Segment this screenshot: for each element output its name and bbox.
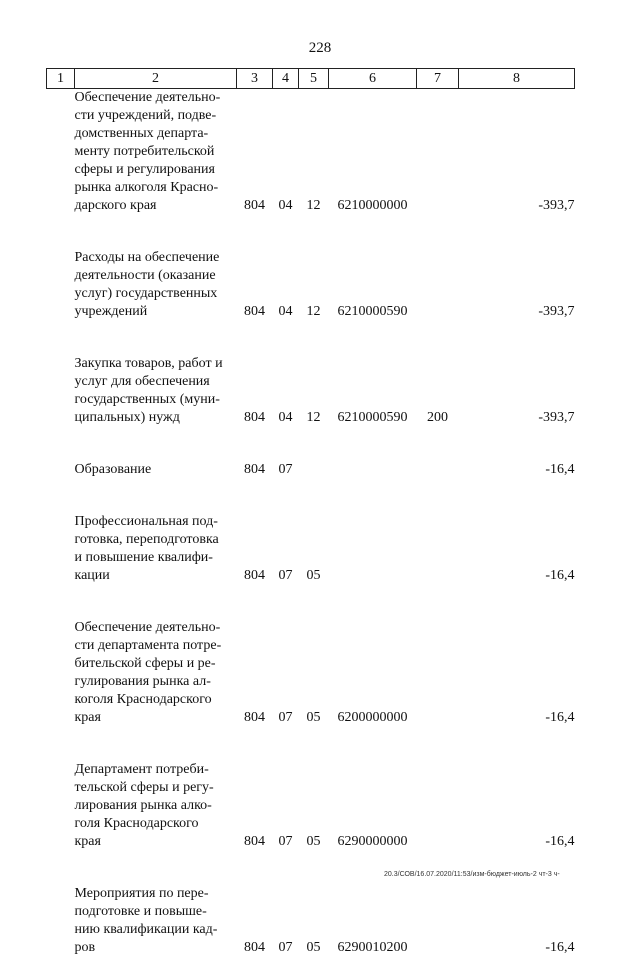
item-name-line: Обеспечение деятельно- bbox=[75, 89, 237, 107]
target-article-cell: 6210000590 bbox=[329, 249, 417, 321]
item-name-line: голя Краснодарского bbox=[75, 815, 237, 833]
item-name-line: государственных (муни- bbox=[75, 391, 237, 409]
expense-type-cell: 200 bbox=[417, 355, 459, 427]
row-number-cell bbox=[47, 885, 75, 957]
item-name-line: услуг для обеспечения bbox=[75, 373, 237, 391]
row-spacer bbox=[47, 427, 575, 461]
row-spacer bbox=[47, 321, 575, 355]
target-article-cell: 6290000000 bbox=[329, 761, 417, 851]
department-code-cell: 804 bbox=[237, 249, 273, 321]
budget-table bbox=[46, 68, 575, 957]
row-number-cell bbox=[47, 89, 75, 216]
item-name-line: готовка, переподготовка bbox=[75, 531, 237, 549]
section-code-cell: 07 bbox=[273, 461, 299, 479]
row-spacer bbox=[47, 851, 575, 885]
section-code-cell: 07 bbox=[273, 761, 299, 851]
row-spacer-cell bbox=[47, 215, 575, 249]
department-code-cell: 804 bbox=[237, 355, 273, 427]
row-spacer-cell bbox=[47, 727, 575, 761]
column-header: 5 bbox=[299, 69, 329, 89]
column-header: 4 bbox=[273, 69, 299, 89]
item-name-line: Обеспечение деятельно- bbox=[75, 619, 237, 637]
subsection-code-cell bbox=[299, 461, 329, 479]
item-name-line: Образование bbox=[75, 461, 237, 479]
table-row bbox=[47, 461, 575, 479]
table-row bbox=[47, 355, 575, 427]
amount-cell: -16,4 bbox=[459, 513, 575, 585]
expense-type-cell bbox=[417, 89, 459, 216]
item-name-line: бительской сферы и ре- bbox=[75, 655, 237, 673]
target-article-cell: 6200000000 bbox=[329, 619, 417, 727]
table-row bbox=[47, 513, 575, 585]
department-code-cell: 804 bbox=[237, 89, 273, 216]
item-name-line: рынка алкоголя Красно- bbox=[75, 179, 237, 197]
item-name-line: края bbox=[75, 833, 237, 851]
item-name-line: Расходы на обеспечение bbox=[75, 249, 237, 267]
section-code-cell: 04 bbox=[273, 89, 299, 216]
item-name-line: услуг) государственных bbox=[75, 285, 237, 303]
subsection-code-cell: 05 bbox=[299, 885, 329, 957]
item-name-line: гулирования рынка ал- bbox=[75, 673, 237, 691]
subsection-code-cell: 12 bbox=[299, 355, 329, 427]
item-name-line: коголя Краснодарского bbox=[75, 691, 237, 709]
item-name-line: Профессиональная под- bbox=[75, 513, 237, 531]
column-header: 1 bbox=[47, 69, 75, 89]
row-spacer bbox=[47, 215, 575, 249]
row-spacer-cell bbox=[47, 585, 575, 619]
item-name-cell bbox=[75, 461, 237, 479]
item-name-line: Мероприятия по пере- bbox=[75, 885, 237, 903]
department-code-cell: 804 bbox=[237, 761, 273, 851]
column-header: 2 bbox=[75, 69, 237, 89]
section-code-cell: 04 bbox=[273, 249, 299, 321]
target-article-cell: 6210000590 bbox=[329, 355, 417, 427]
table-row bbox=[47, 89, 575, 216]
item-name-line: сферы и регулирования bbox=[75, 161, 237, 179]
subsection-code-cell: 12 bbox=[299, 249, 329, 321]
amount-cell: -393,7 bbox=[459, 89, 575, 216]
row-spacer bbox=[47, 585, 575, 619]
amount-cell: -16,4 bbox=[459, 461, 575, 479]
amount-cell: -16,4 bbox=[459, 619, 575, 727]
item-name-line: учреждений bbox=[75, 303, 237, 321]
item-name-cell bbox=[75, 513, 237, 585]
item-name-cell bbox=[75, 761, 237, 851]
column-number-header-row bbox=[47, 69, 575, 89]
item-name-line: ров bbox=[75, 939, 237, 957]
target-article-cell: 6290010200 bbox=[329, 885, 417, 957]
item-name-line: кации bbox=[75, 567, 237, 585]
expense-type-cell bbox=[417, 513, 459, 585]
column-header: 8 bbox=[459, 69, 575, 89]
subsection-code-cell: 05 bbox=[299, 761, 329, 851]
column-header: 6 bbox=[329, 69, 417, 89]
row-number-cell bbox=[47, 619, 75, 727]
row-spacer-cell bbox=[47, 321, 575, 355]
item-name-line: и повышение квалифи- bbox=[75, 549, 237, 567]
department-code-cell: 804 bbox=[237, 461, 273, 479]
section-code-cell: 04 bbox=[273, 355, 299, 427]
amount-cell: -393,7 bbox=[459, 249, 575, 321]
target-article-cell bbox=[329, 513, 417, 585]
item-name-cell bbox=[75, 885, 237, 957]
row-spacer-cell bbox=[47, 851, 575, 885]
item-name-cell bbox=[75, 355, 237, 427]
item-name-line: домственных департа- bbox=[75, 125, 237, 143]
item-name-line: деятельности (оказание bbox=[75, 267, 237, 285]
table-row bbox=[47, 885, 575, 957]
item-name-line: дарского края bbox=[75, 197, 237, 215]
item-name-line: нию квалификации кад- bbox=[75, 921, 237, 939]
table-body bbox=[47, 89, 575, 957]
amount-cell: -16,4 bbox=[459, 885, 575, 957]
row-number-cell bbox=[47, 355, 75, 427]
row-number-cell bbox=[47, 761, 75, 851]
item-name-line: тельской сферы и регу- bbox=[75, 779, 237, 797]
row-number-cell bbox=[47, 249, 75, 321]
subsection-code-cell: 05 bbox=[299, 619, 329, 727]
row-number-cell bbox=[47, 461, 75, 479]
department-code-cell: 804 bbox=[237, 619, 273, 727]
item-name-line: подготовке и повыше- bbox=[75, 903, 237, 921]
amount-cell: -393,7 bbox=[459, 355, 575, 427]
item-name-line: края bbox=[75, 709, 237, 727]
row-spacer-cell bbox=[47, 427, 575, 461]
row-spacer bbox=[47, 727, 575, 761]
item-name-line: ципальных) нужд bbox=[75, 409, 237, 427]
row-number-cell bbox=[47, 513, 75, 585]
document-footer: 20.3/СОВ/16.07.2020/11:53/изм-бюджет-июль-2 чт-3 ч- bbox=[384, 871, 560, 878]
item-name-line: лирования рынка алко- bbox=[75, 797, 237, 815]
section-code-cell: 07 bbox=[273, 513, 299, 585]
column-header: 7 bbox=[417, 69, 459, 89]
expense-type-cell bbox=[417, 249, 459, 321]
item-name-line: сти департамента потре- bbox=[75, 637, 237, 655]
item-name-line: сти учреждений, подве- bbox=[75, 107, 237, 125]
section-code-cell: 07 bbox=[273, 885, 299, 957]
table-row bbox=[47, 761, 575, 851]
row-spacer bbox=[47, 479, 575, 513]
row-spacer-cell bbox=[47, 479, 575, 513]
table-row bbox=[47, 249, 575, 321]
item-name-line: Закупка товаров, работ и bbox=[75, 355, 237, 373]
column-header: 3 bbox=[237, 69, 273, 89]
subsection-code-cell: 05 bbox=[299, 513, 329, 585]
page-number: 228 bbox=[0, 40, 640, 57]
item-name-line: менту потребительской bbox=[75, 143, 237, 161]
target-article-cell bbox=[329, 461, 417, 479]
item-name-cell bbox=[75, 89, 237, 216]
item-name-line: Департамент потреби- bbox=[75, 761, 237, 779]
item-name-cell bbox=[75, 249, 237, 321]
target-article-cell: 6210000000 bbox=[329, 89, 417, 216]
expense-type-cell bbox=[417, 619, 459, 727]
table-row bbox=[47, 619, 575, 727]
expense-type-cell bbox=[417, 461, 459, 479]
amount-cell: -16,4 bbox=[459, 761, 575, 851]
department-code-cell: 804 bbox=[237, 885, 273, 957]
section-code-cell: 07 bbox=[273, 619, 299, 727]
subsection-code-cell: 12 bbox=[299, 89, 329, 216]
expense-type-cell bbox=[417, 885, 459, 957]
expense-type-cell bbox=[417, 761, 459, 851]
item-name-cell bbox=[75, 619, 237, 727]
department-code-cell: 804 bbox=[237, 513, 273, 585]
